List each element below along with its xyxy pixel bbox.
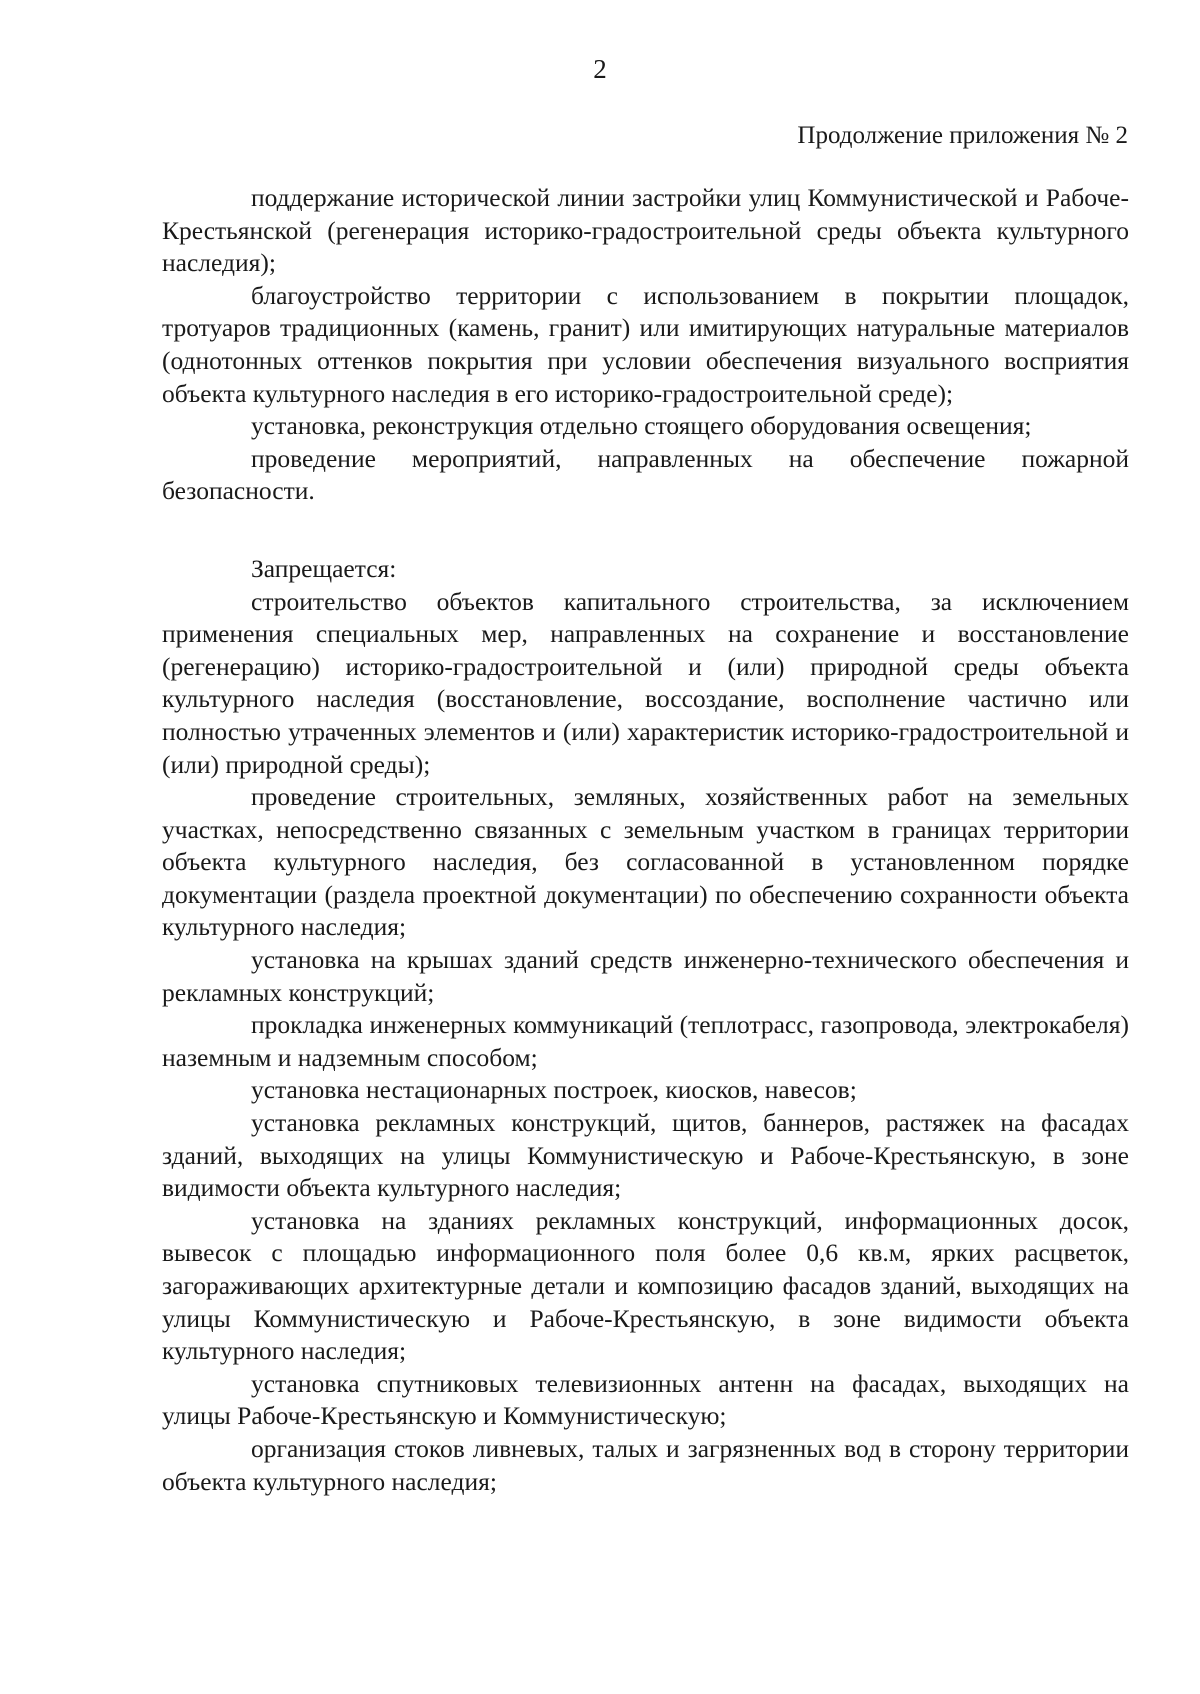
page-number: 2	[593, 54, 607, 84]
paragraph: благоустройство территории с использованием в покрытии площадок, тротуаров традиционных (камень, гранит) или имитирующих натуральные материалов (однотонных оттенков покрытия при условии обеспечения визуального восприятия объекта культурного наследия в его историко-градостроительной среде);	[162, 280, 1129, 408]
section-heading: Запрещается:	[251, 553, 397, 583]
paragraph: установка на крышах зданий средств инженерно-технического обеспечения и рекламных конструкций;	[162, 945, 1129, 1007]
paragraph: установка спутниковых телевизионных антенн на фасадах, выходящих на улицы Рабоче-Крестьянскую и Коммунистическую;	[162, 1368, 1129, 1431]
paragraph: строительство объектов капитального строительства, за исключением применения специальных мер, направленных на сохранение и восстановление (регенерацию) историко-градостроительной и (или) природной среды объекта культурного наследия (восстановление, воссоздание, восполнение частично или полностью утраченных элементов и (или) характеристик историко-градостроительной и (или) природной среды);	[162, 586, 1129, 779]
continuation-label: Продолжение приложения № 2	[797, 122, 1128, 149]
paragraph: установка, реконструкция отдельно стоящего оборудования освещения;	[251, 411, 1032, 441]
paragraph: прокладка инженерных коммуникаций (теплотрасс, газопровода, электрокабеля) наземным и надземным способом;	[162, 1010, 1129, 1072]
paragraph: поддержание исторической линии застройки улиц Коммунистической и Рабоче-Крестьянской (регенерация историко-градостроительной среды объекта культурного наследия);	[162, 183, 1129, 278]
paragraph: организация стоков ливневых, талых и загрязненных вод в сторону территории объекта культурного наследия;	[162, 1433, 1129, 1496]
paragraph: установка нестационарных построек, киосков, навесов;	[251, 1075, 857, 1105]
paragraph: проведение строительных, земляных, хозяйственных работ на земельных участках, непосредственно связанных с земельным участком в границах территории объекта культурного наследия, без согласованной в установленном порядке документации (раздела проектной документации) по обеспечению сохранности объекта культурного наследия;	[162, 782, 1129, 942]
paragraph: установка рекламных конструкций, щитов, баннеров, растяжек на фасадах зданий, выходящих на улицы Коммунистическую и Рабоче-Крестьянскую, в зоне видимости объекта культурного наследия;	[162, 1108, 1129, 1203]
document-body	[162, 182, 1129, 1498]
paragraph: проведение мероприятий, направленных на обеспечение пожарной безопасности.	[162, 443, 1129, 506]
paragraph: установка на зданиях рекламных конструкций, информационных досок, вывесок с площадью информационного поля более 0,6 кв.м, ярких расцветок, загораживающих архитектурные детали и композицию фасадов зданий, выходящих на улицы Коммунистическую и Рабоче-Крестьянскую, в зоне видимости объекта культурного наследия;	[162, 1205, 1129, 1366]
